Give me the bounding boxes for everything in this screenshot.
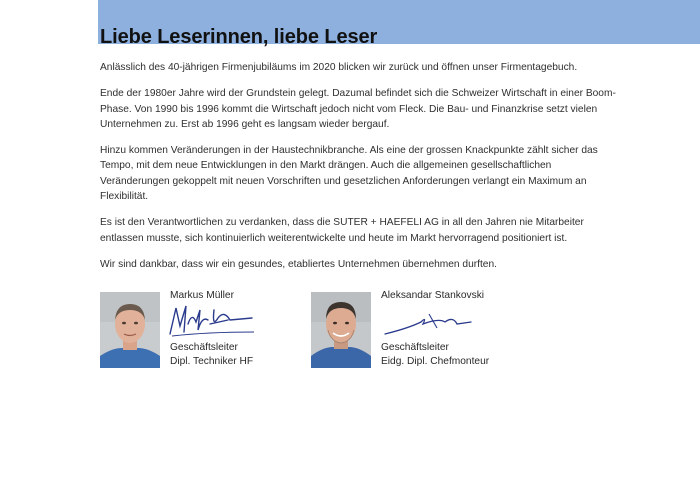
signatory-name: Markus Müller xyxy=(170,290,234,301)
signatory-markus-mueller xyxy=(100,290,320,370)
signatory-aleksandar-stankovski xyxy=(311,290,531,370)
paragraph-1: Anlässlich des 40-jährigen Firmenjubiläums im 2020 blicken wir zurück und öffnen unser Firmentagebuch. xyxy=(100,62,578,73)
signature-markus-mueller xyxy=(168,302,258,343)
signatory-qualification: Dipl. Techniker HF xyxy=(170,356,254,367)
signatory-name: Aleksandar Stankovski xyxy=(381,290,485,301)
signatory-role-block xyxy=(381,341,489,369)
signatory-role: Geschäftsleiter xyxy=(381,342,449,353)
signatory-qualification: Eidg. Dipl. Chefmonteur xyxy=(381,356,490,367)
paragraph-5: Wir sind dankbar, dass wir ein gesundes, etabliertes Unternehmen übernehmen durften. xyxy=(100,258,497,270)
signatory-role-block xyxy=(170,341,253,369)
signatory-role: Geschäftsleiter xyxy=(170,342,238,353)
signature-aleksandar-stankovski xyxy=(379,302,479,343)
letter-body xyxy=(100,60,620,283)
paragraph-2: Ende der 1980er Jahre wird der Grundstein gelegt. Dazumal befindet sich die Schweizer Wirtschaft in einer Boom-Phase. Von 1990 bis 1996 kommt die Wirtschaft jedoch nicht vom Fleck. Die Bau- und Finanzkrise setzt vielen Unternehmen zu. Erst ab 1996 geht es langsam wieder bergauf. xyxy=(100,88,616,130)
portrait-photo-aleksandar-stankovski xyxy=(311,292,371,368)
page-title: Liebe Leserinnen, liebe Leser xyxy=(100,26,378,48)
paragraph-3: Hinzu kommen Veränderungen in der Haustechnikbranche. Als eine der grossen Knackpunkte zählt sicher das Tempo, mit dem neue Entwicklungen in den Markt drängen. Auch die allgemeinen gesellschaftlichen Veränderungen gekoppelt mit neuen Vorschriften und gesetzlichen Anforderungen verlangt ein Maximum an Flexibilität. xyxy=(100,145,598,203)
portrait-photo-markus-mueller xyxy=(100,292,160,368)
paragraph-4: Es ist den Verantwortlichen zu verdanken, dass die SUTER + HAEFELI AG in all den Jahren nie Mitarbeiter entlassen musste, sich kontinuierlich weiterentwickelte und heute im Markt hervorragend positioniert ist. xyxy=(100,217,584,244)
